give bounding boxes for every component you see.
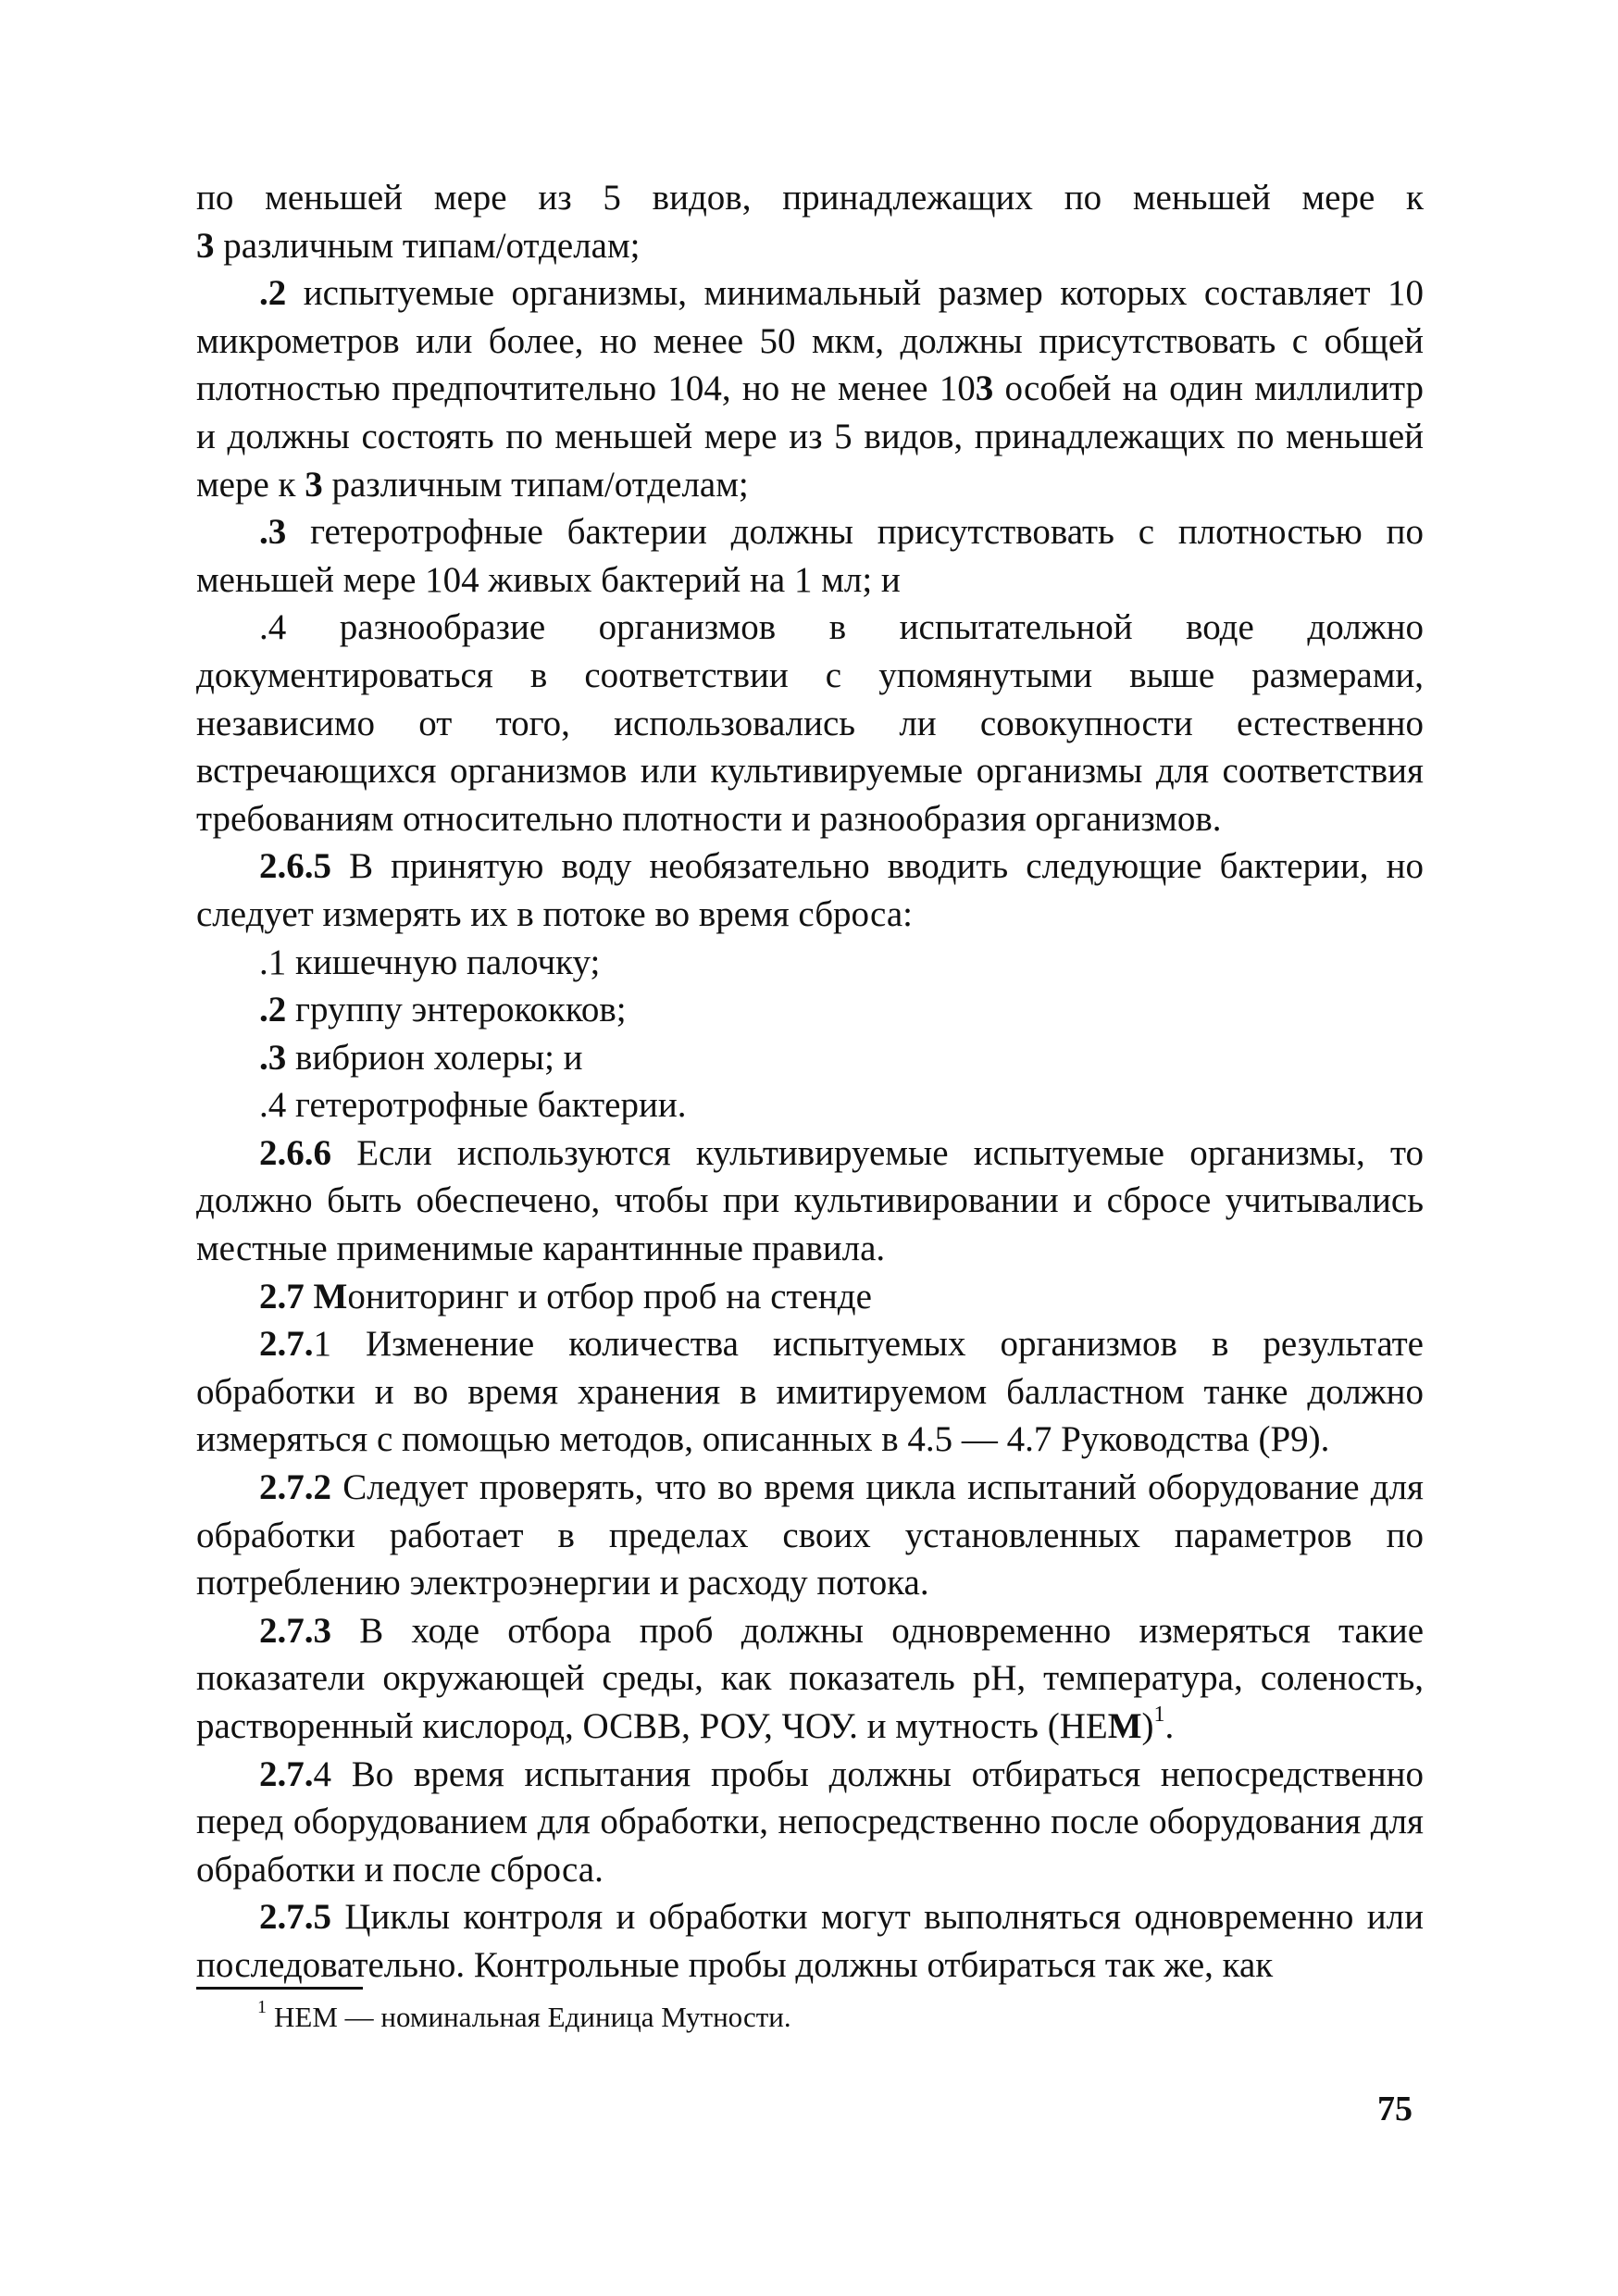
section-2-7-1: 2.7.1 Изменение количества испытуемых организмов в результате обработки и во время хранения в имитируемом балластном танке должно измеряться с помощью методов, описанных в 4.5 — 4.7 Руководства (Р9). xyxy=(196,1324,1424,1460)
section-2-6-6: 2.6.6 Если используются культивируемые испытуемые организмы, то должно быть обеспечено, чтобы при культивировании и сбросе учитывались местные применимые карантинные правила. xyxy=(196,1132,1424,1269)
section-2-7-3: 2.7.3 В ходе отбора проб должны одновременно измеряться такие показатели окружающей среды, как показатель pH, температура, соленость, растворенный кислород, ОСВВ, РОУ, ЧОУ. и мутность (НЕМ)$^1$. xyxy=(196,1610,1424,1746)
list-item-4: .4 разнообразие организмов в испытательной воде должно документироваться в соответствии с упомянутыми выше размерами, независимо от того, использовались ли совокупности естественно встречающихся организмов или культивируемые организмы для соответствия требованиям относительно плотности и разнообразия организмов. xyxy=(196,607,1424,839)
bacteria-item-2: .2 группу энтерококков; xyxy=(259,990,627,1030)
footnote-reference: 1 xyxy=(1153,1703,1165,1727)
paragraph-continuation-end: 3 различным типам/отделам; xyxy=(196,225,641,266)
section-2-6-5: 2.6.5 В принятую воду необязательно вводить следующие бактерии, но следует измерять их в потоке во время сброса: xyxy=(196,846,1424,934)
list-item-2: .2 испытуемые организмы, минимальный размер которых составляет 10 микрометров или более, но менее 50 мкм, должны присутствовать с общей плотностью предпочтительно 104, но не менее 103 особей на один миллилитр и должны состоять по меньшей мере из 5 видов, принадлежащих по меньшей мере к 3 различным типам/отделам; xyxy=(196,273,1425,505)
bacteria-item-4: .4 гетеротрофные бактерии. xyxy=(259,1085,687,1126)
section-2-7-5: 2.7.5 Циклы контроля и обработки могут выполняться одновременно или последовательно. Контрольные пробы должны отбираться так же, как xyxy=(196,1897,1424,1985)
page-number: 75 xyxy=(1377,2090,1413,2128)
bacteria-item-3: .3 вибрион холеры; и xyxy=(259,1037,583,1078)
paragraph-continuation: по меньшей мере из 5 видов, принадлежащих по меньшей мере к xyxy=(196,178,1424,218)
section-2-7-heading: 2.7 Мониторинг и отбор проб на стенде xyxy=(259,1276,872,1316)
section-2-7-2: 2.7.2 Следует проверять, что во время цикла испытаний оборудование для обработки работает в пределах своих установленных параметров по потреблению электроэнергии и расходу потока. xyxy=(196,1467,1424,1603)
footnote-divider xyxy=(196,1987,363,1990)
list-item-3: .3 гетеротрофные бактерии должны присутствовать с плотностью по меньшей мере 104 живых бактерий на 1 мл; и xyxy=(196,512,1424,600)
section-2-7-4: 2.7.4 Во время испытания пробы должны отбираться непосредственно перед оборудованием для обработки, непосредственно после оборудования для обработки и после сброса. xyxy=(196,1753,1424,1890)
footnote xyxy=(257,1997,791,2038)
body-text xyxy=(196,174,1424,1990)
footnote-mark: 1 xyxy=(257,1996,267,2017)
footnote-text: НЕМ — номинальная Единица Мутности. xyxy=(274,2001,791,2033)
bacteria-item-1: .1 кишечную палочку; xyxy=(259,942,601,982)
